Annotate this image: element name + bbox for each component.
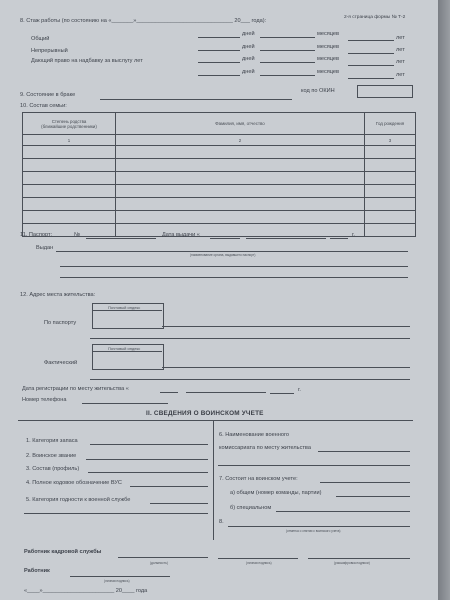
marital-input[interactable] [100,99,292,100]
postal-divider [92,310,162,311]
reserve-category-label: 1. Категория запаса [26,438,78,444]
table-row [23,224,416,237]
marital-label: 9. Состояние в браке [20,92,76,98]
address-label: 12. Адрес места жительства: [20,292,96,298]
vus-label: 4. Полное кодовое обозначение ВУС [26,480,122,486]
hr-position-input[interactable] [118,557,208,558]
commissariat-label: 6. Наименование военного [219,432,289,438]
postal-divider [92,351,162,352]
issued-by-label: Выдан [36,245,54,251]
exp-continuous-label: Непрерывный [31,48,68,54]
okin-label: код по ОКИН [301,88,335,94]
special-reg-input[interactable] [276,511,410,512]
passport-address-input[interactable] [162,326,410,327]
unit-months: месяцев [317,56,340,62]
form-reference: 2-я страница формы № Т-2 [344,15,406,20]
passport-number-input[interactable] [86,238,156,239]
column-divider [213,420,214,540]
employee-signature-hint: (личная подпись) [104,579,130,583]
reg-year-input[interactable] [270,393,294,394]
col-number: 2 [116,135,365,146]
fitness-input[interactable] [150,503,208,504]
exp-total-label: Общий [31,36,50,42]
fitness-label: 5. Категория годности к военной службе [26,497,131,503]
table-cell[interactable] [23,185,116,198]
hr-signature-hint: (личная подпись) [246,561,272,565]
military-section-title: II. СВЕДЕНИЯ О ВОИНСКОМ УЧЕТЕ [146,410,264,417]
unit-days: дней [242,44,255,50]
reserve-category-input[interactable] [90,444,208,445]
table-cell[interactable] [365,146,416,159]
employee-label: Работник [24,568,50,574]
phone-label: Номер телефона [22,397,67,403]
table-cell[interactable] [23,146,116,159]
unit-days: дней [242,56,255,62]
exp-months-input-4[interactable] [260,75,315,76]
rank-input[interactable] [86,459,208,460]
issued-by-hint: (наименование органа, выдавшего паспорт) [190,253,256,257]
commissariat-label-2: комиссариата по месту жительства [219,445,311,451]
unit-years: лет [396,35,405,41]
actual-address-input-2[interactable] [90,379,410,380]
commissariat-input-2[interactable] [218,465,410,466]
table-cell[interactable] [116,159,365,172]
issued-by-input-3[interactable] [60,277,408,278]
hr-decoding-hint: (расшифровка подписи) [334,561,370,565]
col-header-birthyear: Год рождения [365,113,416,135]
actual-address-label: Фактический [44,360,78,366]
postal-label: Почтовый индекс [108,346,141,351]
table-row [23,159,416,172]
hr-signature-input[interactable] [218,558,298,559]
table-row [23,185,416,198]
table-cell[interactable] [365,198,416,211]
exp-days-input-1[interactable] [198,37,240,38]
general-reg-label: а) общем (номер команды, партии) [230,490,322,496]
exp-years-input-4[interactable] [348,78,394,79]
exp-years-input-3[interactable] [348,65,394,66]
table-cell[interactable] [23,159,116,172]
table-cell[interactable] [365,172,416,185]
family-label: 10. Состав семьи: [20,103,67,109]
table-cell[interactable] [23,211,116,224]
unit-days: дней [242,69,255,75]
employee-signature-input[interactable] [70,576,170,577]
passport-no-label: № [74,232,81,238]
exp-days-input-2[interactable] [198,50,240,51]
postal-label: Почтовый индекс [108,305,141,310]
passport-label: 11. Паспорт: [20,232,53,238]
table-cell[interactable] [116,172,365,185]
reg-day-input[interactable] [160,392,178,393]
table-row [23,146,416,159]
unit-years: лет [396,47,405,53]
phone-input[interactable] [82,403,168,404]
unit-months: месяцев [317,69,340,75]
hr-worker-label: Работник кадровой службы [24,549,102,555]
issued-by-input[interactable] [56,251,408,252]
table-cell[interactable] [116,198,365,211]
table-cell[interactable] [116,146,365,159]
family-table [22,112,416,237]
col-header-name: Фамилия, имя, отчество [116,113,365,135]
table-cell[interactable] [365,224,416,237]
general-reg-input[interactable] [336,496,410,497]
vus-input[interactable] [130,486,208,487]
by-passport-label: По паспорту [44,320,77,326]
year-suffix: г. [298,387,301,393]
table-cell[interactable] [23,172,116,185]
profile-input[interactable] [88,472,208,473]
issued-by-input-2[interactable] [60,266,408,267]
deregistration-hint: (отметка о снятии с воинского учета) [286,529,341,533]
col-header-relation: Степень родства (ближайшие родственники) [23,113,116,135]
unit-days: дней [242,31,255,37]
footer-date[interactable]: «____»_______________________ 20____ года [24,588,148,594]
fitness-input-2[interactable] [24,513,208,514]
table-cell[interactable] [116,185,365,198]
rank-label: 2. Воинское звание [26,453,77,459]
issue-month-input[interactable] [246,238,326,239]
unit-years: лет [396,59,405,65]
exp-bonus-label: Дающий право на надбавку за выслугу лет [31,58,143,64]
registered-label: 7. Состоит на воинском учете: [219,476,298,482]
profile-label: 3. Состав (профиль) [26,466,80,472]
unit-months: месяцев [317,31,340,37]
exp-years-input-2[interactable] [348,53,394,54]
col-number: 1 [23,135,116,146]
table-cell[interactable] [365,211,416,224]
exp-days-input-4[interactable] [198,75,240,76]
exp-days-input-3[interactable] [198,62,240,63]
table-row [23,211,416,224]
reg-date-label: Дата регистрации по месту жительства « [22,386,129,392]
exp-months-input-3[interactable] [260,62,315,63]
deregistration-label: 8. [219,519,224,525]
table-cell[interactable] [365,159,416,172]
section-8-title: 8. Стаж работы (по состоянию на «_______»_______________________________ 20___ года): [20,18,267,24]
table-cell[interactable] [365,185,416,198]
table-cell[interactable] [116,211,365,224]
table-row [23,198,416,211]
exp-months-input-2[interactable] [260,50,315,51]
issue-day-input[interactable] [210,238,240,239]
table-row [23,172,416,185]
table-cell[interactable] [23,198,116,211]
reg-month-input[interactable] [186,392,266,393]
exp-years-input-1[interactable] [348,40,394,41]
special-reg-label: б) специальном [230,505,272,511]
deregistration-input[interactable] [228,526,410,527]
passport-address-input-2[interactable] [90,338,410,339]
registered-input[interactable] [320,482,410,483]
okin-code-box[interactable] [357,85,413,98]
issue-year-input[interactable] [330,238,348,239]
issue-date-label: Дата выдачи « [162,232,200,238]
commissariat-input[interactable] [318,451,410,452]
hr-position-hint: (должность) [150,561,168,565]
hr-signature-decoding-input[interactable] [308,558,410,559]
table-cell[interactable] [116,224,365,237]
year-suffix: г. [352,232,355,238]
section-divider [18,420,413,421]
col-number: 3 [365,135,416,146]
exp-months-input-1[interactable] [260,37,315,38]
actual-address-input[interactable] [162,367,410,368]
unit-years: лет [396,72,405,78]
unit-months: месяцев [317,44,340,50]
